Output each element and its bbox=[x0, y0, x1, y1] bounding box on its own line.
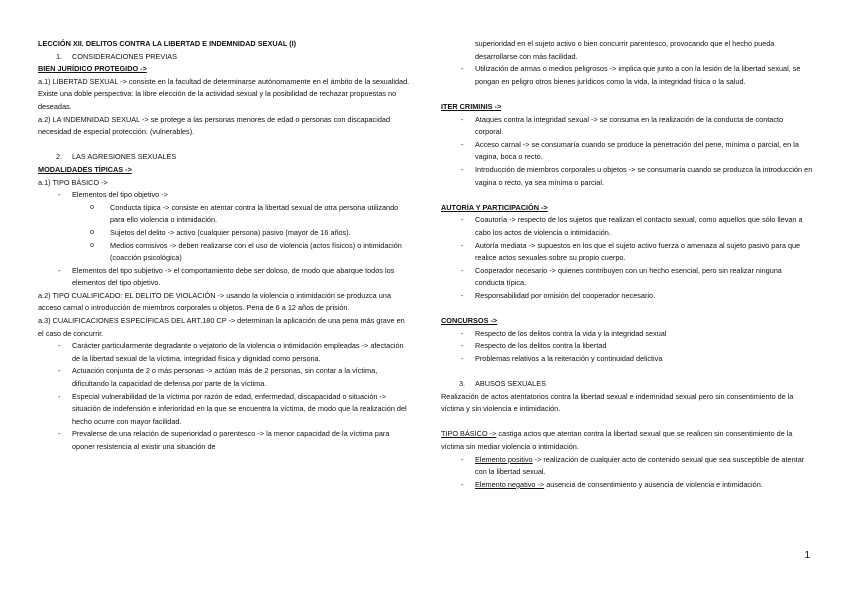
subheading: MODALIDADES TÍPICAS -> bbox=[38, 164, 132, 174]
spacer bbox=[441, 416, 813, 429]
dash-list-item: - Respecto de los delitos contra la vida y la integridad sexual bbox=[441, 328, 813, 341]
dash-list-item: - Ataques contra la integridad sexual -> se consuma en la realización de la conducta de contacto corporal. bbox=[441, 114, 813, 139]
circle-list-item: o Conducta típica -> consiste en atentar contra la libertad sexual de otra persona utilizando para ello violencia o intimidación. bbox=[38, 202, 410, 227]
left-column bbox=[38, 38, 410, 454]
dash-list-item: - Actuación conjunta de 2 o más personas -> actúan más de 2 personas, sin contar a la víctima, dificultando la capacidad de defensa por parte de la víctima. bbox=[38, 365, 410, 390]
dash-list-item: - Responsabilidad por omisión del cooperador necesario. bbox=[441, 290, 813, 303]
dash-list-item: - Problemas relativos a la reiteración y continuidad delictiva bbox=[441, 353, 813, 366]
subheading: ITER CRIMINIS -> bbox=[441, 101, 502, 111]
spacer bbox=[441, 88, 813, 101]
subheading: AUTORÍA Y PARTICIPACIÓN -> bbox=[441, 202, 548, 212]
dash-list-item: - Prevalerse de una relación de superioridad o parentesco -> la menor capacidad de la víctima para oponer resistencia al existir una situación de bbox=[38, 428, 410, 453]
section-title: ABUSOS SEXUALES bbox=[475, 379, 546, 389]
dash-list-item: - Utilización de armas o medios peligrosos -> implica que junto a con la lesión de la libertad sexual, se pongan en peligro otros bienes jurídicos como la vida, la integridad física o la salud. bbox=[441, 63, 813, 88]
dash-list-item: - Acceso carnal -> se consumaría cuando se produce la penetración del pene, mínima o parcial, en la vagina, boca o recto. bbox=[441, 139, 813, 164]
subheading: BIEN JURÍDICO PROTEGIDO -> bbox=[38, 64, 147, 74]
circle-list-item: o Medios comisivos -> deben realizarse con el uso de violencia (actos físicos) o intimidación (coacción psicológica) bbox=[38, 240, 410, 265]
paragraph: superioridad en el sujeto activo o bien concurrir parentesco, provocando que el hecho pueda desarrollarse con más facilidad. bbox=[475, 39, 775, 61]
paragraph: a.1) TIPO BÁSICO -> bbox=[38, 177, 108, 187]
dash-list-item: - Coautoría -> respecto de los sujetos que realizan el contacto sexual, como aquellos que sólo llevan a cabo los actos de violencia o intimidación. bbox=[441, 214, 813, 239]
dash-list-item: - Elementos del tipo objetivo -> bbox=[38, 189, 410, 202]
paragraph: a.1) LIBERTAD SEXUAL -> consiste en la facultad de determinarse autónomamente en el ámbito de la sexualidad. Existe una doble perspectiva: la libre elección de la actividad sexual y la posibilidad de rechazar propuestas no deseadas. bbox=[38, 76, 410, 111]
dash-list-item: - Especial vulnerabilidad de la víctima por razón de edad, enfermedad, discapacidad o situación -> situación de indefensión e inferioridad en la que se encuentra la víctima, de modo que la realización del hecho ocurre con mayor facilidad. bbox=[38, 391, 410, 429]
section-number: 1. bbox=[56, 51, 63, 61]
dash-list-item: - Autoría mediata -> supuestos en los que el sujeto activo fuerza o amenaza al sujeto pasivo para que realice actos sexuales sobre su propio cuerpo. bbox=[441, 240, 813, 265]
paragraph: TIPO BÁSICO -> castiga actos que atentan contra la libertad sexual que se realicen sin consentimiento de la víctima sin mediar violencia o intimidación. bbox=[441, 429, 793, 451]
section-title: CONSIDERACIONES PREVIAS bbox=[72, 51, 178, 61]
dash-list-item: - Elemento negativo -> ausencia de consentimiento y ausencia de violencia e intimidación. bbox=[441, 479, 813, 492]
section-number: 3. bbox=[459, 379, 466, 389]
circle-list-item: o Sujetos del delito -> activo (cualquier persona) pasivo (mayor de 16 años). bbox=[38, 227, 410, 240]
section-heading bbox=[38, 51, 410, 64]
spacer bbox=[441, 302, 813, 315]
dash-list-item: - Cooperador necesario -> quienes contribuyen con un hecho esencial, pero sin realizar ninguna conducta típica. bbox=[441, 265, 813, 290]
subheading: CONCURSOS -> bbox=[441, 316, 498, 326]
paragraph: a.2) LA INDEMNIDAD SEXUAL -> se protege a las personas menores de edad o personas con discapacidad necesidad de especial protección. (vulnerables). bbox=[38, 114, 390, 137]
page-number: 1 bbox=[804, 550, 810, 561]
spacer bbox=[38, 139, 410, 152]
paragraph: a.3) CUALIFICACIONES ESPECÍFICAS DEL ART.180 CP -> determinan la aplicación de una pena más grave en el caso de concurrir. bbox=[38, 316, 405, 338]
section-number: 2. bbox=[56, 152, 63, 162]
dash-list-item: - Elemento positivo -> realización de cualquier acto de contenido sexual que sea susceptible de atentar con la libertad sexual. bbox=[441, 454, 813, 479]
section-title: LAS AGRESIONES SEXUALES bbox=[72, 152, 177, 162]
section-heading bbox=[441, 378, 813, 391]
spacer bbox=[441, 189, 813, 202]
right-column bbox=[441, 38, 813, 491]
dash-list-item: - Carácter particularmente degradante o vejatorio de la violencia o intimidación empleadas -> afectación de la libertad sexual de la víctima, integridad física y dignidad como persona. bbox=[38, 340, 410, 365]
section-heading bbox=[38, 151, 410, 164]
dash-list-item: - Introducción de miembros corporales u objetos -> se consumaría cuando se produzca la introducción en vagina o recto, ya sea mínima o parcial. bbox=[441, 164, 813, 189]
spacer bbox=[441, 365, 813, 378]
dash-list-item: - Elementos del tipo subjetivo -> el comportamiento debe ser doloso, de modo que abarque todos los elementos del tipo objetivo. bbox=[38, 265, 410, 290]
paragraph: LECCIÓN XII. DELITOS CONTRA LA LIBERTAD E INDEMNIDAD SEXUAL (I) bbox=[38, 39, 297, 48]
paragraph: Realización de actos atentatorios contra la libertad sexual e indemnidad sexual pero sin consentimiento de la víctima y sin violencia e intimidación. bbox=[441, 391, 794, 414]
dash-list-item: - Respecto de los delitos contra la libertad bbox=[441, 340, 813, 353]
paragraph: a.2) TIPO CUALIFICADO: EL DELITO DE VIOLACIÓN -> usando la violencia o intimidación se produzca una acceso carnal o introducción de miembros corporales u objetos. Pena de 6 a 12 años de prisión. bbox=[38, 290, 391, 313]
